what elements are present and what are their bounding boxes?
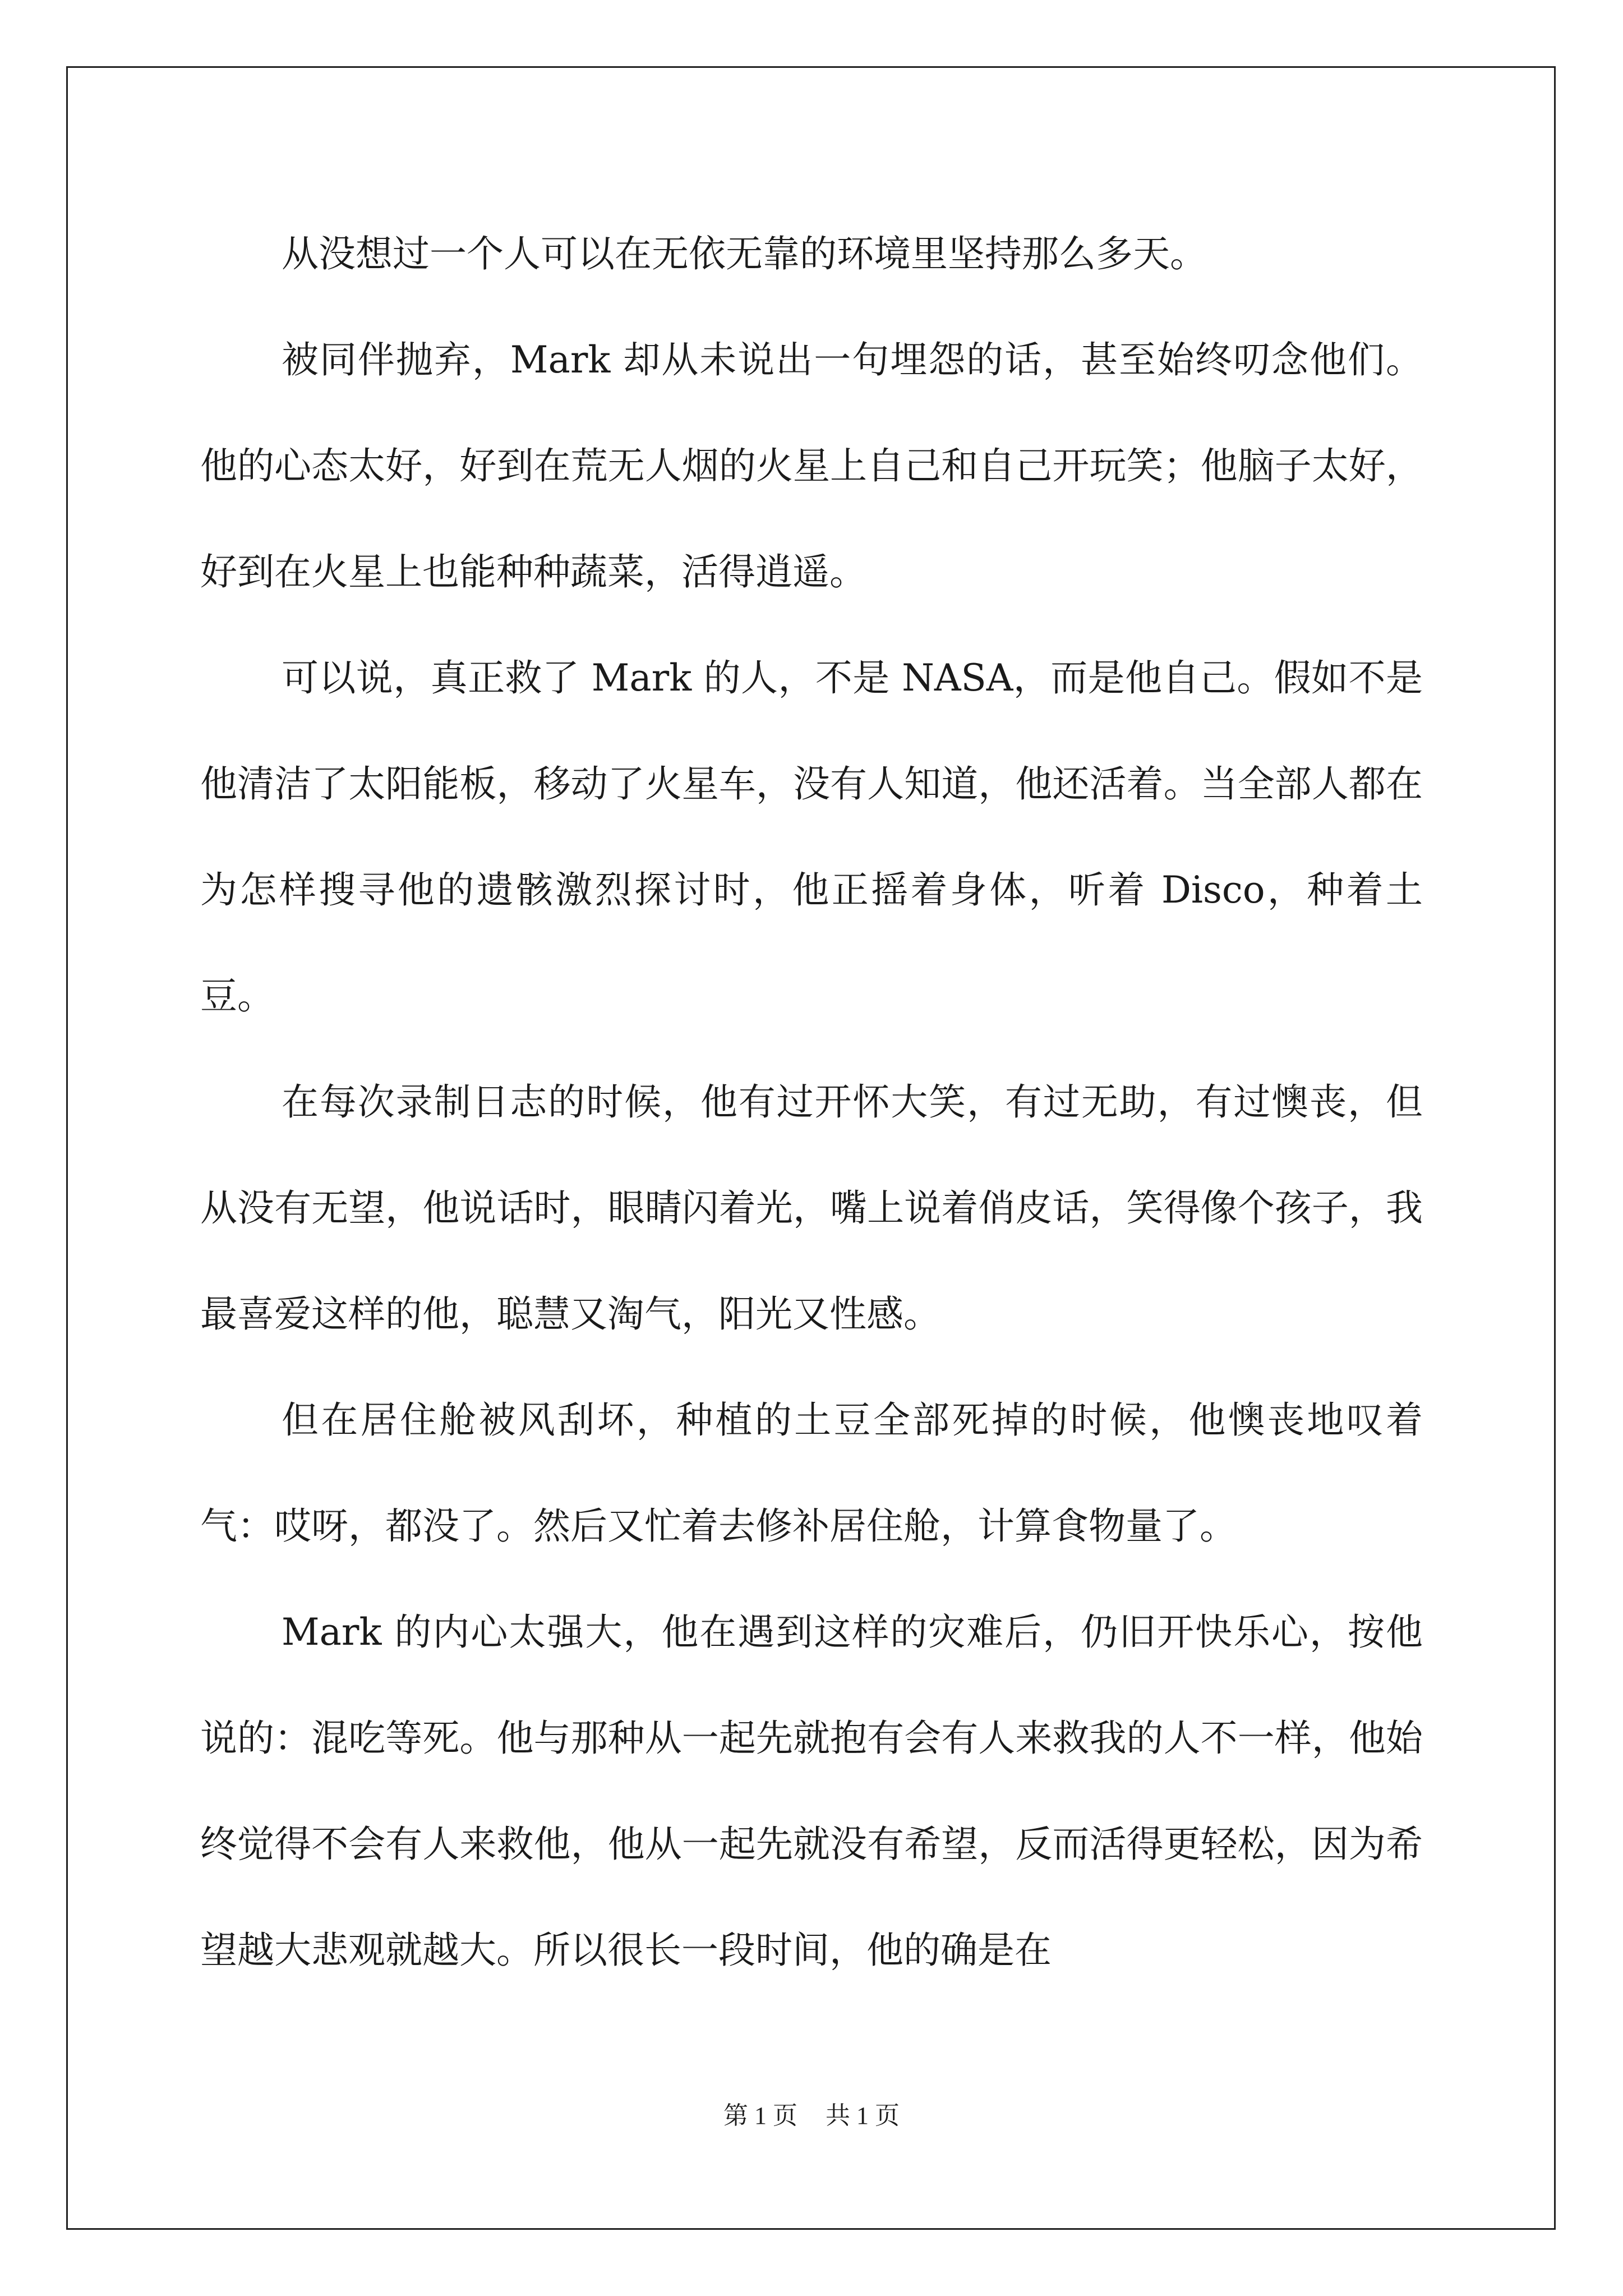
paragraph-4: 在每次录制日志的时候，他有过开怀大笑，有过无助，有过懊丧，但从没有无望，他说话时，眼睛闪着光，嘴上说着俏皮话，笑得像个孩子，我最喜爱这样的他，聪慧又淘气，阳光又性感。 — [200, 1080, 1423, 1336]
paragraph-6: Mark 的内心太强大，他在遇到这样的灾难后，仍旧开快乐心，按他说的：混吃等死。他与那种从一起先就抱有会有人来救我的人不一样，他始终觉得不会有人来救他，他从一起先就没有希望，反而活得更轻松，因为希望越大悲观就越大。所以很长一段时间，他的确是在 — [200, 1611, 1423, 1972]
page-number: 第 1 页 — [723, 2102, 797, 2129]
paragraph-1: 从没想过一个人可以在无依无靠的环境里坚持那么多天。 — [282, 232, 1207, 275]
page-total: 共 1 页 — [826, 2102, 900, 2129]
paragraph-3: 可以说，真正救了 Mark 的人，不是 NASA，而是他自己。假如不是他清洁了太阳能板，移动了火星车，没有人知道，他还活着。当全部人都在为怎样搜寻他的遗骸激烈探讨时，他正摇着身体，听着 Disco，种着土豆。 — [200, 656, 1423, 1018]
paragraph-2: 被同伴抛弃，Mark 却从未说出一句埋怨的话，甚至始终叨念他们。他的心态太好，好到在荒无人烟的火星上自己和自己开玩笑；他脑子太好，好到在火星上也能种种蔬菜，活得逍遥。 — [200, 338, 1423, 593]
paragraph-5: 但在居住舱被风刮坏，种植的土豆全部死掉的时候，他懊丧地叹着气：哎呀，都没了。然后又忙着去修补居住舱，计算食物量了。 — [200, 1398, 1423, 1548]
page-footer — [0, 2099, 1623, 2133]
document-body — [200, 201, 1423, 2003]
